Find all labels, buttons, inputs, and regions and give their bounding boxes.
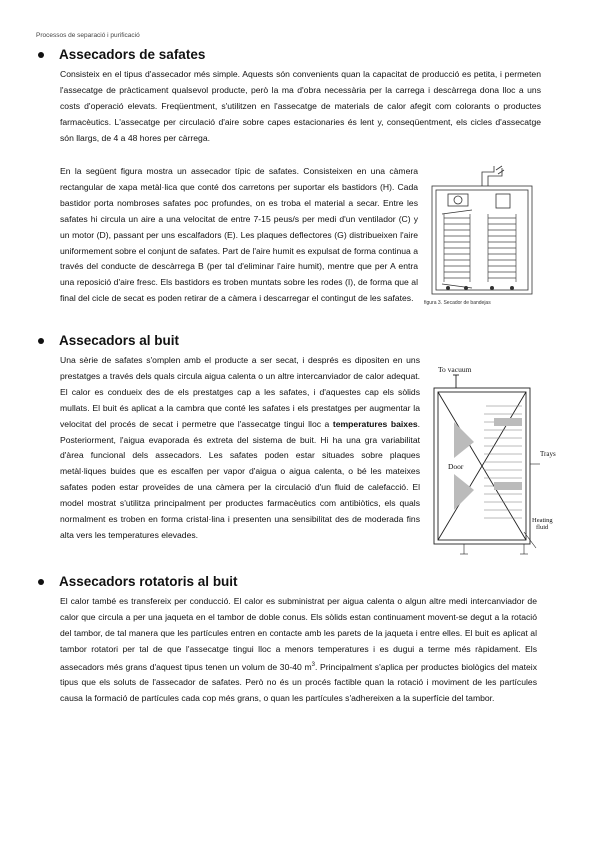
label-heating: Heating	[532, 517, 553, 524]
label-door: Door	[448, 462, 464, 471]
paragraph-text: El calor també es transfereix per conducció. El calor es subministrat per aigua calenta o algun altre medi intercanviador de calor que circula a per una jaqueta en el tambor de doble conus. Els sòlids estan continuament movent-se degut a la rotació del tambor, de tal manera que les partícules entren en contacte amb les parets de la jaqueta i entre elles. El buit es aplicat al tambor rotatori per tal de que l'assecatge tingui lloc a menors temperatures i es dugui a terme més ràpidament. Els assecadors més grans d'aquest tipus tenen un volum de 30-40 m	[60, 596, 537, 672]
paragraph: Consisteix en el tipus d'assecador més simple. Aquests són convenients quan la capacitat de producció es petita, i permeten l'assecatge de pràcticament qualsevol producte, però la ma d'obra necessària per la carrega i descàrrega dona lloc a uns costs d'operació elevats. Freqüentment, s'utilitzen en l'assecatge de materials de calor afegit com colorants o productes farmacèutics. L'assecatge per circulació d'aire sobre capes estacionaries és lent y, conseqüentment, els cicles d'assecatge són llargs, de 4 a 48 hores per càrrega.	[60, 69, 541, 143]
figure-caption: figura 3. Secador de bandejas	[424, 300, 491, 306]
vacuum-dryer-drawing	[424, 362, 564, 558]
paragraph-text: . Posteriorment, l'aigua evaporada és extreta del sistema de buit. Hi ha una gra variabilitat d'àrea funcional dels assecadors. Les safates poden estar situades sobre plaques metàl·liques buides que es escalfen per vapor d'aigua o aigua calenta, o bé les mateixes safates poden estar proveïdes de una càmera per la circulació d'un fluid de calefacció. El model mostrat s'utilitza principalment per productes farmacèutics com antibiòtics, els quals normalment es troben en forma cristal·lina i presenten una sensibilitat des de moderada fins alta vers les temperatures elevades.	[60, 418, 421, 540]
section-title-text: Assecadors rotatoris al buit	[59, 574, 238, 589]
tray-dryer-figure	[422, 164, 542, 311]
label-trays: Trays	[540, 450, 556, 458]
paragraph	[60, 594, 537, 707]
section-title-vacuum-dryers	[38, 333, 179, 348]
bullet-icon	[38, 52, 44, 58]
paragraph-text: . Principalment s'aplica per productes biològics del mateix tipus que els soluts de l'assecador de safates. Però no és un procés factible quan la rotació i moviment de les partícules causa la formació de partícules cada cop més grans, o quan les partícules s'adhereixen a la superfície del tambor.	[60, 661, 537, 704]
emphasis-text: temperatures baixes	[332, 418, 418, 429]
paragraph	[60, 353, 420, 544]
section-title-tray-dryers	[38, 47, 205, 62]
bullet-icon	[38, 338, 44, 344]
label-to-vacuum: To vacuum	[438, 365, 472, 374]
label-fluid: fluid	[536, 524, 549, 531]
bullet-icon	[38, 579, 44, 585]
section-title-text: Assecadors al buit	[59, 333, 180, 348]
section-title-rotary-vacuum-dryers	[38, 574, 238, 589]
section-title-text: Assecadors de safates	[59, 47, 206, 62]
paragraph-text: Una sèrie de safates s'omplen amb el producte a ser secat, i després es dipositen en uns prestatges a través dels quals circula aigua calenta o un altre intercanviador de calor adequat. El calor es condueix des de els prestatges cap a les safates, i d'aquestes cap els sòlids mullats. El buit és aplicat a la cambra que conté les safates i els prestatges per augmentar la velocitat del procés de secat i permetre que l'assecatge tingui lloc a	[60, 355, 420, 429]
paragraph: En la següent figura mostra un assecador típic de safates. Consisteixen en una càmera rectangular de xapa metàl·lica que conté dos carretons per suportar els bastidors (H). Cada bastidor porta nombroses safates poc profundes, on es troba el material a secar. Entre les safates hi circula un aire a una velocitat de entre 7-15 peus/s per medi d'un ventilador (C) y un motor (D), passant per uns escalfadors (E). Les plaques deflectores (G) distribueixen l'aire uniformement sobre el conjunt de safates. Part de l'aire humit es expulsat de forma continua a través del conducte de descàrrega B (per tal d'eliminar l'aire humit), mentre que per A entra una reposició d'aire fresc. Els bastidors es troben muntats sobre les rodes (I), de forma que al final del cicle de secat es poden retirar de a càmera i descarregar el contingut de les safates.	[60, 166, 419, 304]
tray-dryer-drawing	[422, 164, 542, 311]
running-header: Processos de separació i purificació	[36, 32, 140, 39]
superscript: 3	[311, 661, 315, 668]
vacuum-dryer-figure	[424, 362, 564, 558]
